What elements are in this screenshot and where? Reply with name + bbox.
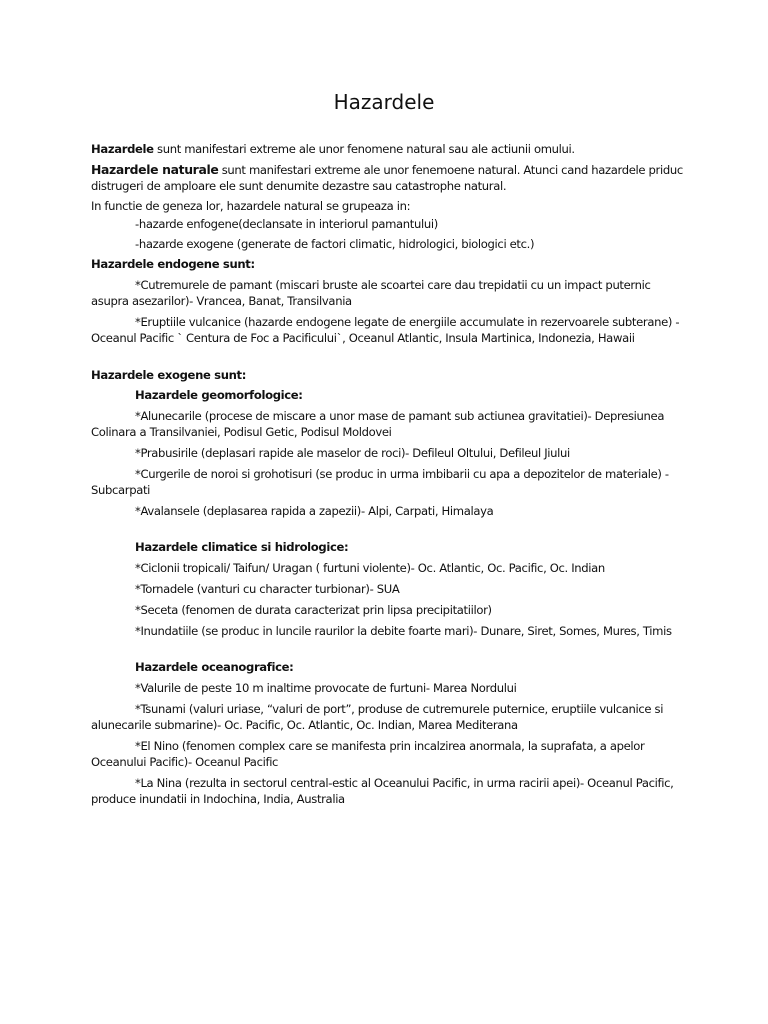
climatice-item: *Seceta (fenomen de durata caracterizat prin lipsa precipitatiilor) (135, 603, 492, 617)
oceanografice-item: *La Nina (rezulta in sectorul central-estic al Oceanului Pacific, in urma racirii apei)- Oceanul Pacific, produce inundatii in Indochina, India, Australia (91, 776, 674, 806)
oceanografice-item: *Valurile de peste 10 m inaltime provocate de furtuni- Marea Nordului (135, 681, 517, 695)
exogene-heading: Hazardele exogene sunt: (91, 368, 247, 382)
climatice-heading: Hazardele climatice si hidrologice: (135, 540, 349, 554)
page-title: Hazardele (333, 90, 435, 114)
climatice-item: *Ciclonii tropicali/ Taifun/ Uragan ( furtuni violente)- Oc. Atlantic, Oc. Pacific, Oc. Indian (135, 561, 605, 575)
endogene-heading: Hazardele endogene sunt: (91, 257, 255, 271)
intro-text: sunt manifestari extreme ale unor fenomene natural sau ale actiunii omului. (153, 142, 575, 156)
intro-lead: Hazardele (91, 142, 154, 156)
climatice-item: *Inundatiile (se produc in luncile raurilor la debite foarte mari)- Dunare, Siret, Somes, Mures, Timis (135, 624, 672, 638)
geomorfologice-heading: Hazardele geomorfologice: (135, 388, 303, 402)
geomorfologice-item: *Avalansele (deplasarea rapida a zapezii)- Alpi, Carpati, Himalaya (135, 504, 494, 518)
intro-paragraph (91, 141, 687, 157)
oceanografice-item: *El Nino (fenomen complex care se manifesta prin incalzirea anormala, la suprafata, a apelor Oceanului Pacific)- Oceanul Pacific (91, 739, 645, 769)
geomorfologice-item: *Prabusirile (deplasari rapide ale maselor de roci)- Defileul Oltului, Defileul Jiului (135, 446, 570, 460)
geomorfologice-item: *Alunecarile (procese de miscare a unor mase de pamant sub actiunea gravitatiei)- Depresiunea Colinara a Transilvaniei, Podisul Getic, Podisul Moldovei (91, 409, 665, 439)
document-body (91, 141, 687, 807)
geomorfologice-item: *Curgerile de noroi si grohotisuri (se produc in urma imbibarii cu apa a depozitelor de materiale) -Subcarpati (91, 467, 669, 497)
climatice-item: *Tornadele (vanturi cu character turbionar)- SUA (135, 582, 400, 596)
naturale-text: sunt manifestari extreme ale unor fenemoene natural. Atunci cand hazardele priduc distrugeri de amploare ele sunt denumite dezastre sau catastrophe natural. (91, 163, 683, 193)
endogene-item: *Cutremurele de pamant (miscari bruste ale scoartei care dau trepidatii cu un impact puternic asupra asezarilor)- Vrancea, Banat, Transilvania (91, 278, 651, 308)
grupe-item: -hazarde exogene (generate de factori climatic, hidrologici, biologici etc.) (135, 237, 535, 251)
naturale-paragraph (91, 162, 687, 194)
oceanografice-heading: Hazardele oceanografice: (135, 660, 294, 674)
naturale-lead: Hazardele naturale (91, 162, 219, 177)
endogene-item: *Eruptiile vulcanice (hazarde endogene legate de energiile accumulate in rezervoarele subterane) - Oceanul Pacific ` Centura de Foc a Pacificului`, Oceanul Atlantic, Insula Martinica, Indonezia, Hawaii (91, 315, 680, 345)
grupe-item: -hazarde enfogene(declansate in interiorul pamantului) (135, 217, 438, 231)
oceanografice-item: *Tsunami (valuri uriase, “valuri de port”, produse de cutremurele puternice, eruptiile vulcanice si alunecarile submarine)- Oc. Pacific, Oc. Atlantic, Oc. Indian, Marea Mediterana (91, 702, 664, 732)
geneza-paragraph: In functie de geneza lor, hazardele natural se grupeaza in: (91, 199, 411, 213)
